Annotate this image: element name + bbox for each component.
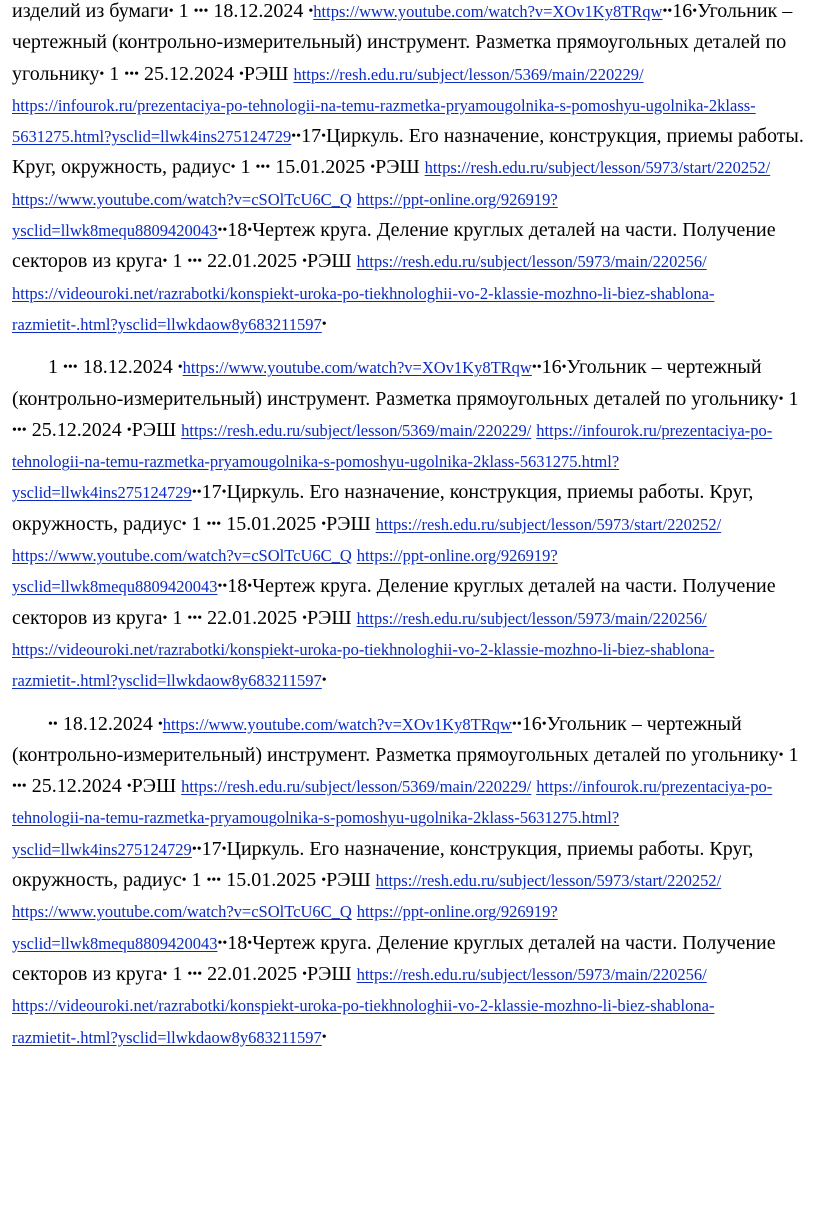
bullet-marker: •	[321, 129, 326, 145]
body-text: 15.01.2025	[221, 512, 322, 535]
body-text: 17	[201, 837, 222, 860]
body-text: 22.01.2025	[202, 250, 303, 273]
body-text: 1	[173, 0, 194, 22]
hyperlink[interactable]: https://infourok.ru/prezentaciya-po-tehnologii-na-temu-razmetka-pryamougolnika-s-pomoshyu-ugolnika-2klass-5631275.html?ysclid=llwk4ins275124729	[12, 420, 773, 503]
body-text: 16	[521, 712, 542, 735]
body-text: 22.01.2025	[202, 962, 303, 985]
body-text: 18	[227, 931, 248, 954]
bullet-marker: •	[157, 716, 163, 732]
body-text: Угольник – чертежный (контрольно-измерительный) инструмент. Разметка прямоугольных деталей по угольнику	[12, 0, 793, 85]
body-text: 1	[235, 156, 256, 179]
bullet-marker: ••	[511, 716, 522, 732]
body-text: РЭШ	[375, 156, 425, 179]
hyperlink[interactable]: https://resh.edu.ru/subject/lesson/5369/main/220229/	[181, 420, 532, 440]
hyperlink[interactable]: https://infourok.ru/prezentaciya-po-tehnologii-na-temu-razmetka-pryamougolnika-s-pomoshyu-ugolnika-2klass-5631275.html?ysclid=llwk4ins275124729	[12, 95, 756, 147]
bullet-marker: •	[692, 4, 698, 19]
body-text: 1	[186, 512, 207, 535]
hyperlink[interactable]: https://www.youtube.com/watch?v=cSOlTcU6C_Q	[12, 546, 352, 566]
bullet-marker: •	[778, 747, 784, 763]
body-text: РЭШ	[326, 869, 376, 892]
bullet-marker: •	[778, 391, 784, 407]
body-text: 16	[672, 0, 693, 22]
body-text: Циркуль. Его назначение, конструкция, приемы работы. Круг, окружность, радиус	[12, 125, 804, 179]
bullet-marker: •••	[187, 610, 203, 626]
bullet-marker: •	[239, 66, 244, 82]
body-text: Угольник – чертежный (контрольно-измерительный) инструмент. Разметка прямоугольных деталей по угольнику	[12, 356, 779, 410]
bullet-marker: •	[321, 516, 327, 532]
bullet-marker: •	[177, 360, 183, 376]
bullet-marker: •	[321, 873, 327, 889]
bullet-marker: •	[181, 516, 187, 532]
bullet-marker: •	[230, 160, 236, 176]
bullet-marker: •	[221, 841, 227, 857]
bullet-marker: •	[168, 4, 174, 19]
body-text: РЭШ	[131, 775, 182, 798]
bullet-marker: •	[162, 610, 168, 626]
hyperlink[interactable]: https://resh.edu.ru/subject/lesson/5973/main/220256/	[356, 252, 707, 272]
body-text: РЭШ	[326, 512, 376, 535]
hyperlink[interactable]: https://resh.edu.ru/subject/lesson/5369/main/220229/	[181, 777, 532, 797]
hyperlink[interactable]: https://ppt-online.org/926919?ysclid=llwk8mequ8809420043	[12, 902, 558, 953]
body-text: РЭШ	[243, 62, 294, 85]
bullet-marker: •••	[12, 422, 27, 438]
bullet-marker: •	[321, 673, 327, 689]
bullet-marker: •••	[63, 360, 78, 376]
bullet-marker: •	[321, 1029, 327, 1045]
paragraph-3	[12, 709, 804, 1053]
bullet-marker: •	[247, 223, 253, 239]
body-text: 15.01.2025	[221, 869, 322, 892]
body-text: 17	[301, 125, 322, 148]
bullet-marker: •	[302, 610, 308, 626]
body-text: 1	[48, 356, 63, 379]
bullet-marker: •	[321, 316, 327, 332]
bullet-marker: ••	[291, 129, 302, 145]
bullet-marker: •	[561, 360, 567, 376]
hyperlink[interactable]: https://resh.edu.ru/subject/lesson/5973/main/220256/	[356, 964, 707, 984]
hyperlink[interactable]: https://resh.edu.ru/subject/lesson/5973/start/220252/	[375, 871, 722, 891]
body-text: Угольник – чертежный (контрольно-измерительный) инструмент. Разметка прямоугольных деталей по угольнику	[12, 712, 779, 766]
hyperlink[interactable]: https://www.youtube.com/watch?v=XOv1Ky8TRqw	[162, 714, 512, 734]
body-text: 1	[783, 387, 799, 410]
bullet-marker: •••	[12, 779, 27, 795]
paragraph-2	[12, 352, 804, 696]
body-text: РЭШ	[307, 250, 357, 273]
paragraph-1	[12, 0, 804, 340]
body-text: Циркуль. Его назначение, конструкция, приемы работы. Круг, окружность, радиус	[12, 481, 754, 535]
bullet-marker: •••	[206, 516, 222, 532]
body-text: 15.01.2025	[270, 156, 371, 179]
hyperlink[interactable]: https://videouroki.net/razrabotki/konspiekt-uroka-po-tiekhnologhii-vo-2-klassie-mozhno-li-biez-shablona-razmietit-.html?ysclid=llwkdaow8y683211597	[12, 996, 715, 1047]
body-text: 1	[167, 962, 188, 985]
bullet-marker: •••	[206, 873, 222, 889]
bullet-marker: •	[308, 4, 314, 19]
bullet-marker: •••	[187, 254, 203, 270]
bullet-marker: •	[162, 254, 168, 270]
bullet-marker: ••	[662, 4, 673, 19]
hyperlink[interactable]: https://infourok.ru/prezentaciya-po-tehnologii-na-temu-razmetka-pryamougolnika-s-pomoshyu-ugolnika-2klass-5631275.html?ysclid=llwk4ins275124729	[12, 777, 773, 859]
bullet-marker: •	[126, 779, 132, 795]
body-text: 22.01.2025	[202, 606, 303, 629]
hyperlink[interactable]: https://www.youtube.com/watch?v=cSOlTcU6C_Q	[12, 189, 352, 209]
hyperlink[interactable]: https://videouroki.net/razrabotki/konspiekt-uroka-po-tiekhnologhii-vo-2-klassie-mozhno-li-biez-shablona-razmietit-.html?ysclid=llwkdaow8y683211597	[12, 639, 715, 691]
bullet-marker: •	[126, 422, 132, 438]
body-text: 1	[186, 869, 207, 892]
bullet-marker: •••	[187, 966, 203, 982]
hyperlink[interactable]: https://resh.edu.ru/subject/lesson/5369/main/220229/	[293, 64, 644, 84]
bullet-marker: •	[99, 66, 105, 82]
body-text: Чертеж круга. Деление круглых деталей на части. Получение секторов из круга	[12, 575, 776, 629]
body-text: 18	[227, 219, 248, 242]
bullet-marker: •	[302, 966, 308, 982]
body-text: Циркуль. Его назначение, конструкция, приемы работы. Круг, окружность, радиус	[12, 837, 754, 892]
body-text: изделий из бумаги	[12, 0, 169, 22]
hyperlink[interactable]: https://www.youtube.com/watch?v=cSOlTcU6C_Q	[12, 902, 352, 922]
bullet-marker: ••	[217, 579, 228, 595]
bullet-marker: •	[247, 935, 253, 951]
bullet-marker: •••	[255, 160, 271, 176]
body-text: 18.12.2024	[77, 356, 178, 379]
body-text: 25.12.2024	[139, 62, 240, 85]
body-text: Чертеж круга. Деление круглых деталей на части. Получение секторов из круга	[12, 931, 776, 985]
body-text: РЭШ	[307, 606, 357, 629]
bullet-marker: •	[370, 160, 376, 176]
body-text: 18.12.2024	[57, 712, 158, 735]
bullet-marker: ••	[48, 716, 58, 732]
body-text: 18	[227, 575, 248, 598]
bullet-marker: •	[181, 873, 187, 889]
hyperlink[interactable]: https://videouroki.net/razrabotki/konspiekt-uroka-po-tiekhnologhii-vo-2-klassie-mozhno-li-biez-shablona-razmietit-.html?ysclid=llwkdaow8y683211597	[12, 283, 715, 334]
hyperlink[interactable]: https://ppt-online.org/926919?ysclid=llwk8mequ8809420043	[12, 189, 558, 241]
body-text: РЭШ	[131, 418, 182, 441]
bullet-marker: •	[247, 579, 253, 595]
bullet-marker: •	[162, 966, 168, 982]
body-text: 25.12.2024	[26, 775, 127, 798]
bullet-marker: ••	[191, 841, 202, 857]
hyperlink[interactable]: https://www.youtube.com/watch?v=XOv1Ky8TRqw	[313, 2, 663, 21]
hyperlink[interactable]: https://www.youtube.com/watch?v=XOv1Ky8TRqw	[182, 358, 532, 378]
hyperlink[interactable]: https://ppt-online.org/926919?ysclid=llwk8mequ8809420043	[12, 546, 558, 597]
body-text: 17	[201, 481, 222, 504]
bullet-marker: •	[302, 254, 308, 270]
bullet-marker: ••	[217, 935, 228, 951]
hyperlink[interactable]: https://resh.edu.ru/subject/lesson/5973/start/220252/	[375, 514, 722, 534]
body-text: РЭШ	[307, 962, 357, 985]
hyperlink[interactable]: https://resh.edu.ru/subject/lesson/5973/main/220256/	[356, 608, 707, 628]
body-text: Чертеж круга. Деление круглых деталей на части. Получение секторов из круга	[12, 219, 776, 273]
body-text: 18.12.2024	[208, 0, 309, 22]
body-text: 1	[167, 606, 188, 629]
hyperlink[interactable]: https://resh.edu.ru/subject/lesson/5973/start/220252/	[424, 158, 771, 178]
body-text: 1	[104, 62, 125, 85]
bullet-marker: •	[221, 485, 227, 501]
body-text: 16	[541, 356, 562, 379]
bullet-marker: •	[541, 716, 547, 732]
bullet-marker: •••	[124, 66, 140, 82]
body-text: 1	[783, 743, 799, 766]
bullet-marker: ••	[191, 485, 202, 501]
bullet-marker: ••	[217, 223, 228, 239]
bullet-marker: •••	[193, 4, 209, 19]
body-text: 25.12.2024	[26, 418, 127, 441]
bullet-marker: ••	[531, 360, 542, 376]
body-text: 1	[167, 250, 188, 273]
